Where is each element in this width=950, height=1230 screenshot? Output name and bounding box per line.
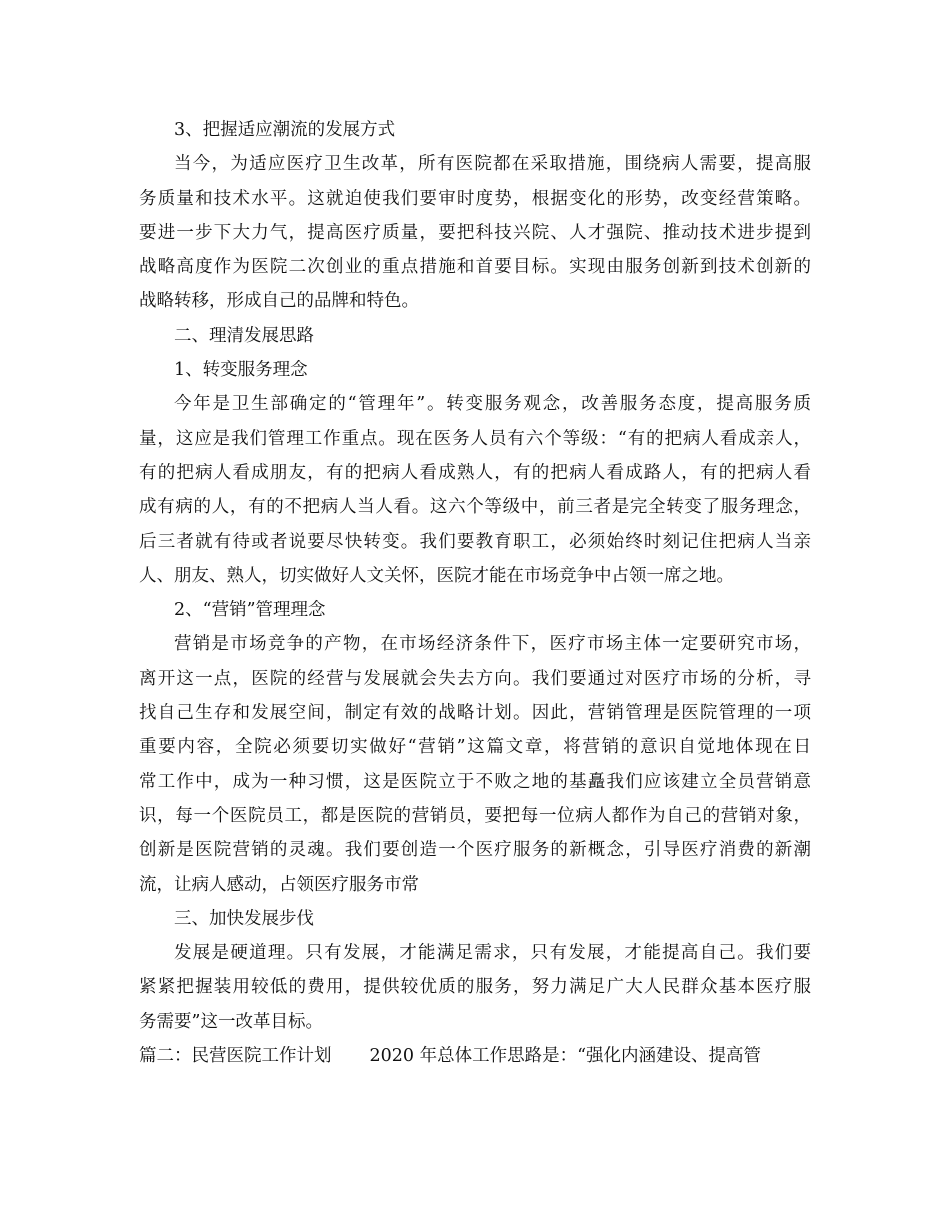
paragraph-line: 创新是医院营销的灵魂。我们要创造一个医疗服务的新概念，引导医疗消费的新潮 — [139, 840, 811, 861]
paragraph-line: 要进一步下大力气，提高医疗质量，要把科技兴院、人才强院、推动技术进步提到 — [139, 222, 811, 243]
paragraph-line: 识，每一个医院员工，都是医院的营销员，要把每一位病人都作为自己的营销对象， — [139, 805, 811, 826]
section-heading: 1、转变服务理念 — [174, 360, 308, 381]
paragraph-line: 找自己生存和发展空间，制定有效的战略计划。因此，营销管理是医院管理的一项 — [139, 703, 811, 724]
paragraph-line: 常工作中，成为一种习惯，这是医院立于不败之地的基矗我们应该建立全员营销意 — [139, 771, 811, 792]
paragraph-line: 战略高度作为医院二次创业的重点措施和首要目标。实现由服务创新到技术创新的 — [139, 257, 811, 278]
paragraph-line: 重要内容，全院必须要切实做好“营销”这篇文章，将营销的意识自觉地体现在日 — [139, 737, 811, 758]
section-heading: 3、把握适应潮流的发展方式 — [174, 120, 396, 140]
section-heading: 二、理清发展思路 — [174, 325, 314, 346]
paragraph-line: 量，这应是我们管理工作重点。现在医务人员有六个等级：“有的把病人看成亲人， — [139, 428, 811, 449]
paragraph-line: 流，让病人感动，占领医疗服务市常 — [139, 874, 419, 895]
paragraph-line: 务需要”这一改革目标。 — [139, 1011, 323, 1032]
paragraph-line: 营销是市场竞争的产物，在市场经济条件下，医疗市场主体一定要研究市场， — [174, 634, 811, 655]
paragraph-line: 后三者就有待或者说要尽快转变。我们要教育职工，必须始终时刻记住把病人当亲 — [139, 531, 811, 552]
paragraph-line: 人、朋友、熟人，切实做好人文关怀，医院才能在市场竞争中占领一席之地。 — [139, 565, 734, 586]
paragraph-line: 战略转移，形成自己的品牌和特色。 — [139, 291, 419, 312]
paragraph-line: 发展是硬道理。只有发展，才能满足需求，只有发展，才能提高自己。我们要 — [174, 943, 811, 964]
paragraph-line: 今年是卫生部确定的“管理年”。转变服务观念，改善服务态度，提高服务质 — [174, 394, 811, 415]
paragraph-line: 有的把病人看成朋友，有的把病人看成熟人，有的把病人看成路人，有的把病人看 — [139, 462, 811, 483]
paragraph-line: 务质量和技术水平。这就迫使我们要审时度势，根据变化的形势，改变经营策略。 — [139, 188, 811, 209]
paragraph-line: 成有病的人，有的不把病人当人看。这六个等级中，前三者是完全转变了服务理念， — [139, 497, 811, 518]
paragraph-line: 紧紧把握装用较低的费用，提供较优质的服务，努力满足广大人民群众基本医疗服 — [139, 977, 811, 998]
section-heading: 三、加快发展步伐 — [174, 908, 314, 929]
section-title-line — [139, 1039, 811, 1073]
paragraph-line: 当今，为适应医疗卫生改革，所有医院都在采取措施，围绕病人需要，提高服 — [174, 154, 811, 175]
section-intro-text: 2020 年总体工作思路是：“强化内涵建设、提高管 — [369, 1046, 762, 1067]
section-heading: 2、“营销”管理理念 — [174, 600, 326, 621]
section-title: 篇二：民营医院工作计划 — [139, 1046, 332, 1067]
document-page — [139, 113, 811, 1073]
paragraph-line: 离开这一点，医院的经营与发展就会失去方向。我们要通过对医疗市场的分析，寻 — [139, 668, 811, 689]
